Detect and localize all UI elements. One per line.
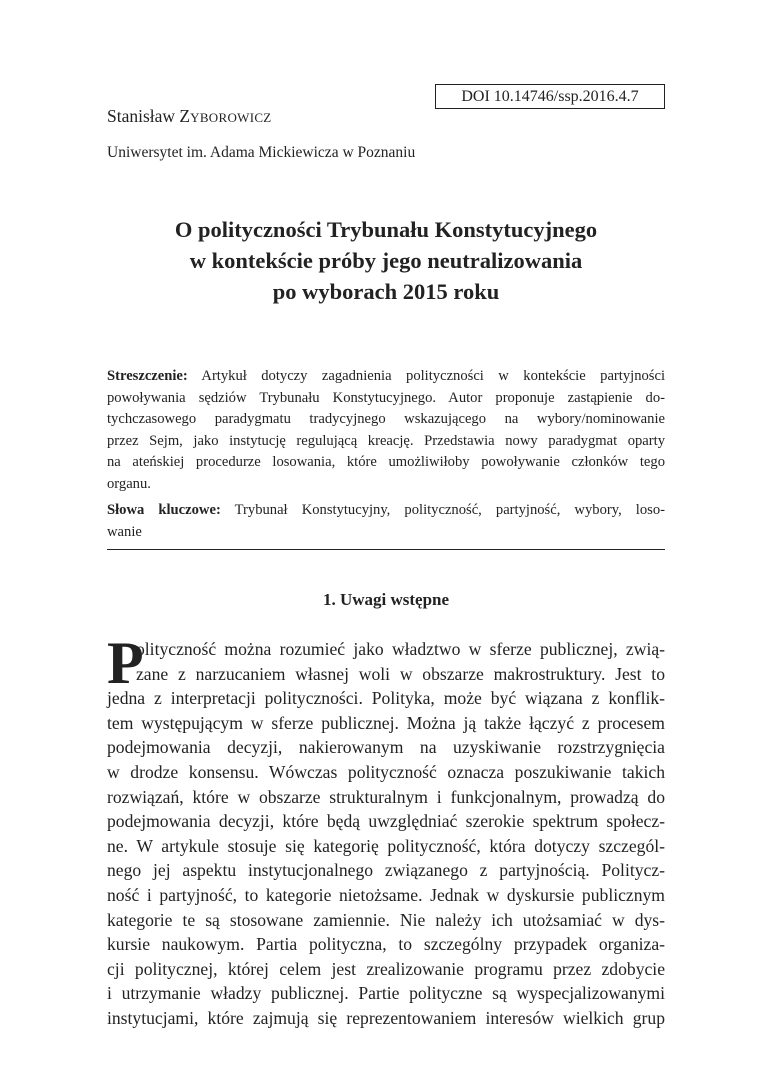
body-line: ność i partyjność, to kategorie nietożsame. Jednak w dyskursie publicznym xyxy=(107,884,665,905)
author-last: YBOROWICZ xyxy=(190,110,272,125)
body-line: jedna z interpretacji polityczności. Polityka, może być wiązana z konflik- xyxy=(107,688,665,709)
body-text xyxy=(107,637,665,1031)
abstract-line: powoływania sędziów Trybunału Konstytucyjnego. Autor proponuje zastąpienie do- xyxy=(107,389,665,406)
author-first: Stanisław Z xyxy=(107,106,191,126)
title-line: O polityczności Trybunału Konstytucyjnego xyxy=(174,217,598,242)
body-line: tem występującym w sferze publicznej. Można ją także łączyć z procesem xyxy=(107,712,665,733)
body-line: kursie naukowym. Partia polityczna, to szczególny przypadek organiza- xyxy=(107,934,665,955)
drop-cap: P xyxy=(107,630,144,696)
abstract-label: Streszczenie: xyxy=(107,368,188,384)
divider xyxy=(107,549,665,550)
body-line: zane z narzucaniem własnej woli w obszarze makrostruktury. Jest to xyxy=(136,663,665,684)
affiliation: Uniwersytet im. Adama Mickiewicza w Poznaniu xyxy=(107,144,416,161)
section-heading: 1. Uwagi wstępne xyxy=(322,590,450,609)
abstract-line xyxy=(107,366,665,388)
body-line: kategorie te są stosowane zamiennie. Nie należy ich utożsamiać w dys- xyxy=(107,909,665,930)
keywords-label: Słowa kluczowe: xyxy=(107,502,221,518)
body-line: podejmowania decyzji, nakierowanym na uzyskiwanie rozstrzygnięcia xyxy=(107,737,665,758)
body-line: i utrzymanie władzy publicznej. Partie polityczne są wyspecjalizowanymi xyxy=(107,983,665,1004)
abstract-line: na ateńskiej procedurze losowania, które umożliwiłoby powoływanie członków tego xyxy=(107,454,665,471)
body-line: nego jej aspektu instytucjonalnego związanego z partyjnością. Politycz- xyxy=(107,860,665,881)
abstract-line: przez Sejm, jako instytucję regulującą kreację. Przedstawia nowy paradygmat oparty xyxy=(107,432,665,449)
body-line: olityczność można rozumieć jako władztwo w sferze publicznej, zwią- xyxy=(136,639,665,659)
keywords-text: Trybunał Konstytucyjny, polityczność, partyjność, wybory, loso- xyxy=(220,502,665,518)
paper-title xyxy=(107,214,665,307)
title-line: w kontekście próby jego neutralizowania xyxy=(189,248,583,273)
abstract-line: organu. xyxy=(107,475,151,492)
abstract-text: Artykuł dotyczy zagadnienia polityczności w kontekście partyjności xyxy=(187,368,665,384)
body-line: podejmowania decyzji, które będą uwzględniać szerokie spektrum społecz- xyxy=(107,811,665,832)
keywords xyxy=(107,500,665,543)
keywords-line xyxy=(107,500,665,522)
body-line: ne. W artykule stosuje się kategorię polityczność, która dotyczy szczegól- xyxy=(107,835,665,856)
body-line: instytucjami, które zajmują się reprezentowaniem interesów wielkich grup xyxy=(107,1007,665,1028)
abstract-line: tychczasowego paradygmatu tradycyjnego wskazującego na wybory/nominowanie xyxy=(107,411,665,428)
abstract xyxy=(107,366,665,496)
doi-box: DOI 10.14746/ssp.2016.4.7 xyxy=(435,84,665,109)
title-line: po wyborach 2015 roku xyxy=(272,279,500,304)
author-name xyxy=(107,106,272,127)
body-line: rozwiązań, które w obszarze strukturalnym i funkcjonalnym, prowadzą do xyxy=(107,786,665,807)
keywords-line: wanie xyxy=(107,523,142,540)
body-line: cji politycznej, której celem jest zrealizowanie programu przez zdobycie xyxy=(107,958,665,979)
body-line: w drodze konsensu. Wówczas polityczność oznacza poszukiwanie takich xyxy=(107,761,665,782)
